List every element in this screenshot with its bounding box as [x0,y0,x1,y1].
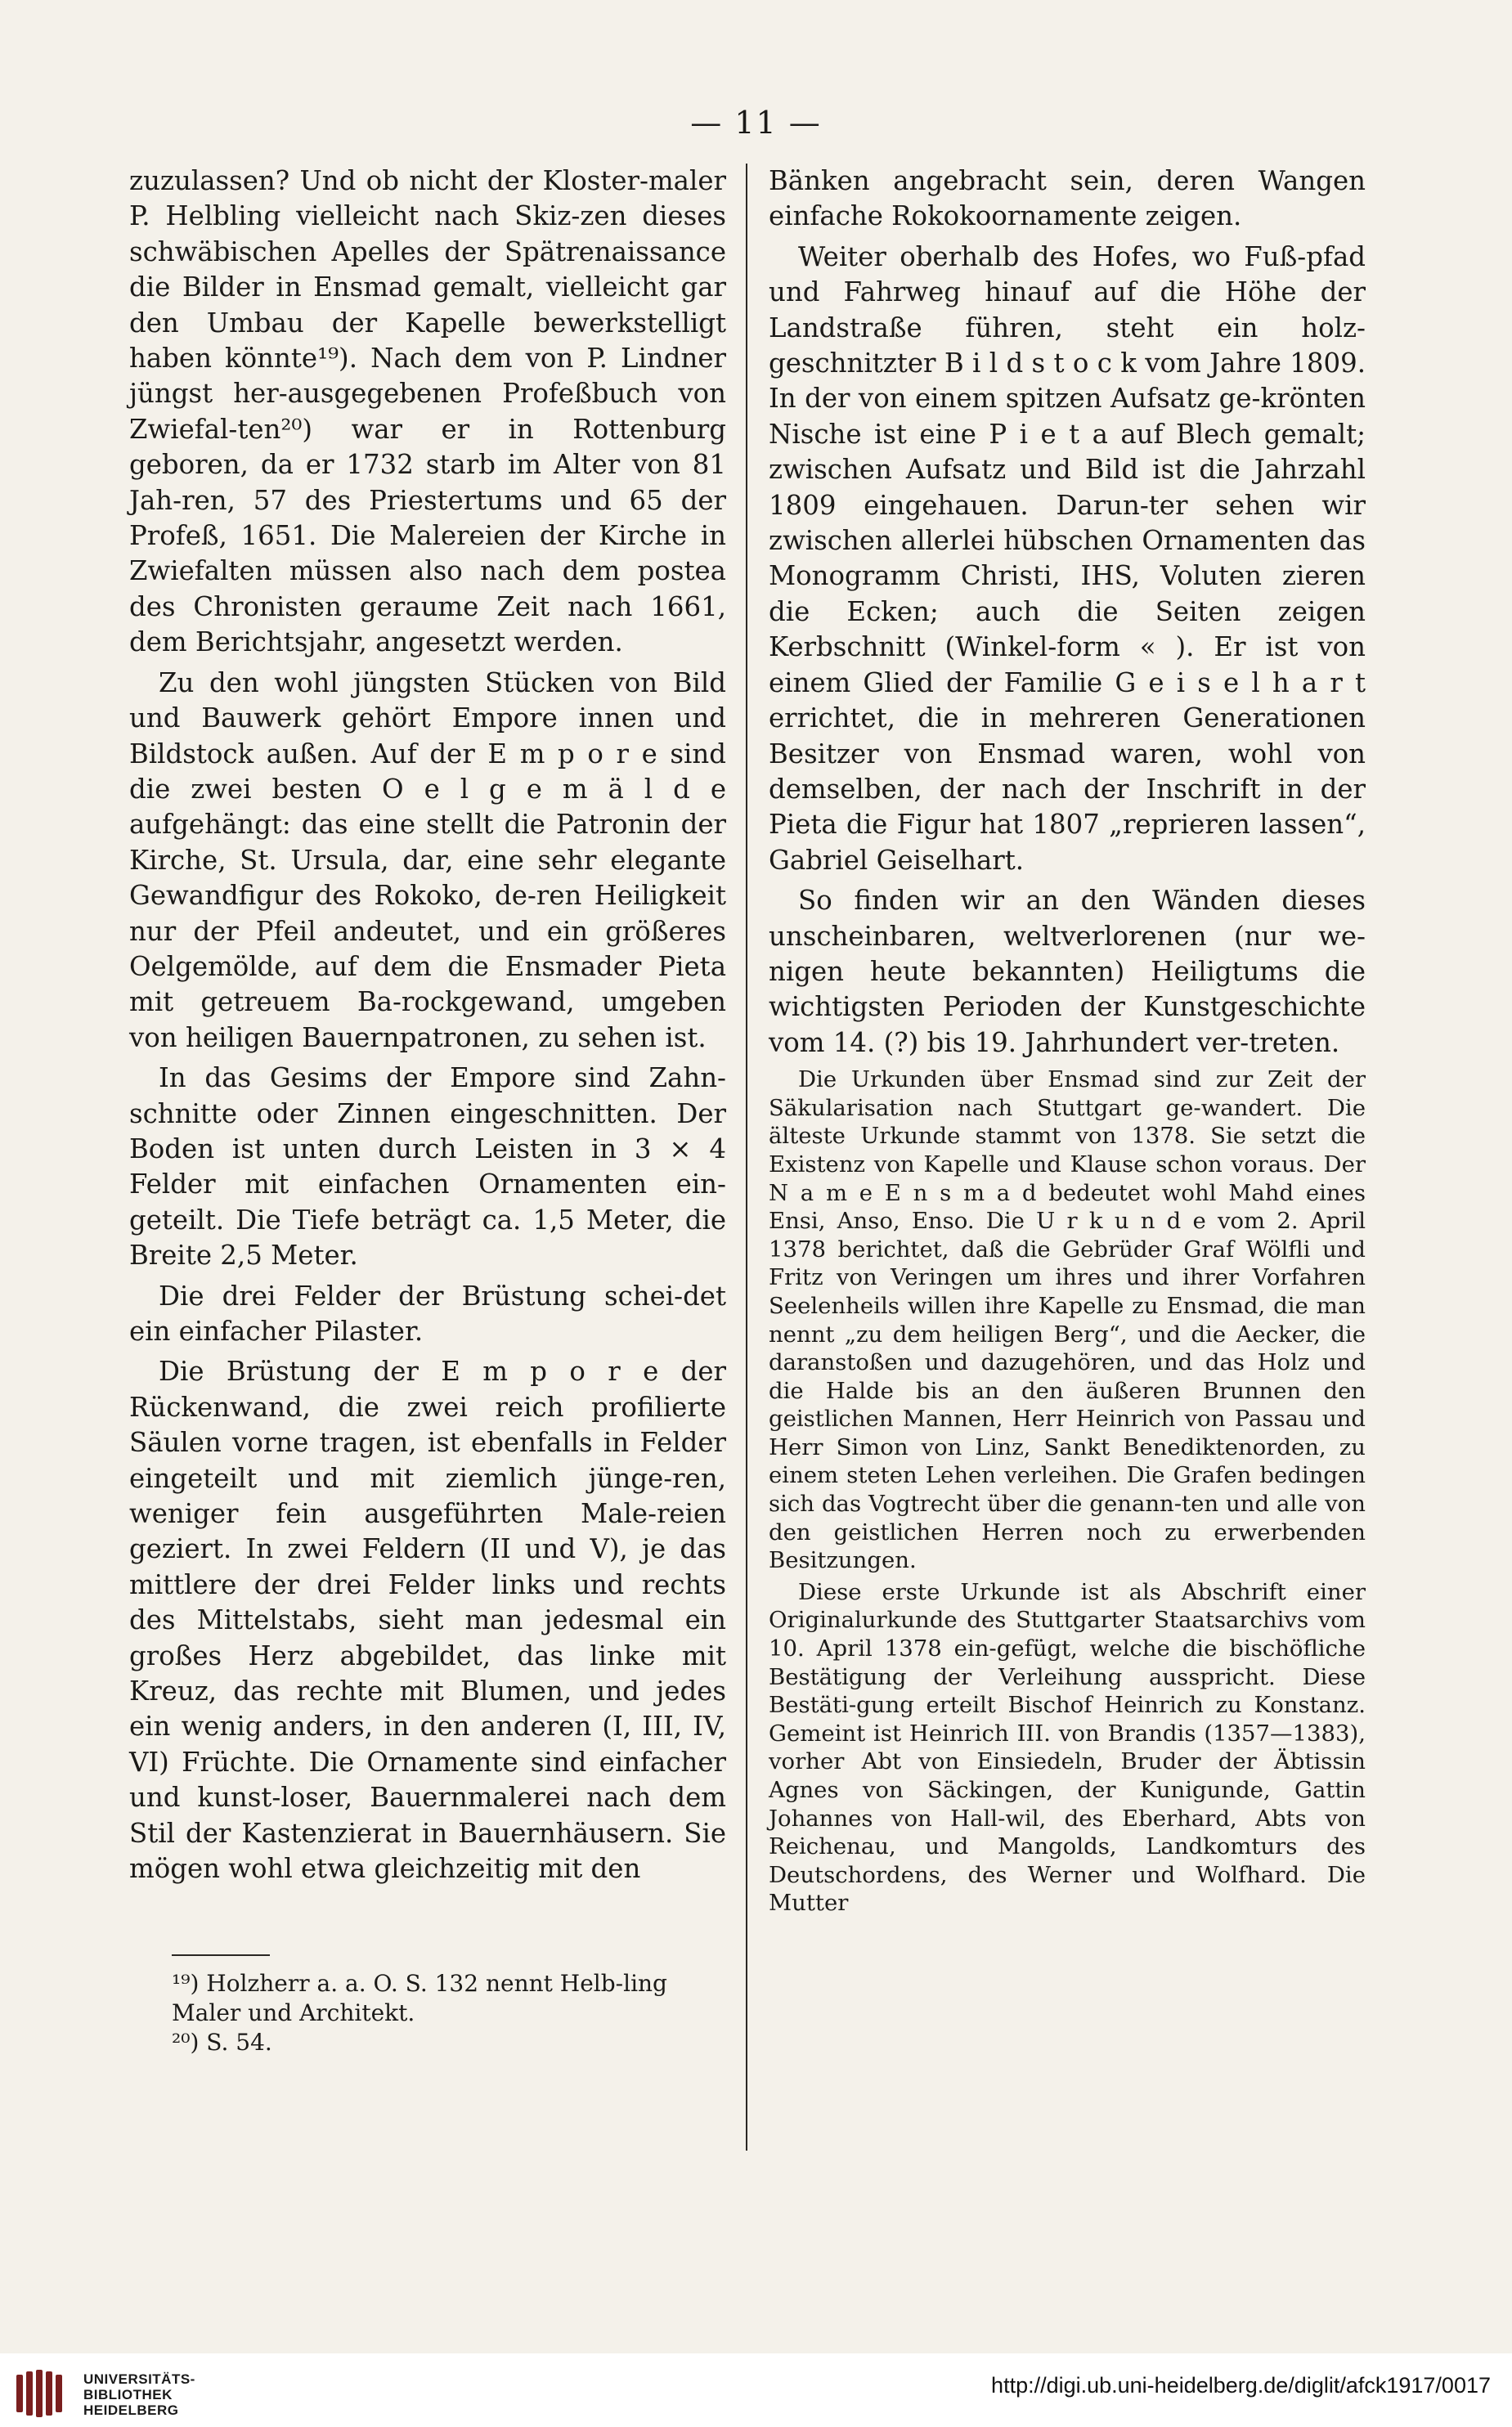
footnotes [172,1969,728,2057]
left-column [129,164,726,1892]
right-paragraph-3: So finden wir an den Wänden dieses unscheinbaren, weltverlorenen (nur we-nigen heute bekannten) Heiligtums die wichtigsten Perioden der Kunstgeschichte vom 14. (?) bis 19. Jahrhundert ver-treten. [769,885,1366,1058]
footnote-19: ¹⁹) Holzherr a. a. O. S. 132 nennt Helb-ling Maler und Architekt. [172,1970,667,2026]
right-paragraph-2: Weiter oberhalb des Hofes, wo Fuß-pfad und Fahrweg hinauf auf die Höhe der Landstraße führen, steht ein holz-geschnitzter B i l d s t o c k vom Jahre 1809. In der von einem spitzen Aufsatz ge-krönten Nische ist eine P i e t a auf Blech gemalt; zwischen Aufsatz und Bild ist die Jahrzahl 1809 eingehauen. Darun-ter sehen wir zwischen allerlei hübschen Ornamenten das Monogramm Christi, IHS, Voluten zieren die Ecken; auch die Seiten zeigen Kerbschnitt (Winkel-form « ). Er ist von einem Glied der Familie G e i s e l h a r t errichtet, die in mehreren Generationen Besitzer von Ensmad waren, wohl von demselben, der nach der Inschrift in der Pieta die Figur hat 1807 „reprieren lassen“, Gabriel Geiselhart. [769,240,1366,876]
right-column [769,164,1366,1921]
university-seal-icon [13,2368,69,2419]
left-paragraph-5: Die Brüstung der E m p o r e der Rückenwand, die zwei reich profilierte Säulen vorne tragen, ist ebenfalls in Felder eingeteilt und mit ziemlich jünge-ren, weniger fein ausgeführten Male-reien geziert. In zwei Feldern (II und V), je das mittlere der drei Felder links und rechts des Mittelstabs, sieht man jedesmal ein großes Herz abgebildet, das linke mit Kreuz, das rechte mit Blumen, und jedes ein wenig anders, in den anderen (I, III, IV, VI) Früchte. Die Ornamente sind einfacher und kunst-loser, Bauernmalerei nach dem Stil der Kastenzierat in Bauernhäusern. Sie mögen wohl etwa gleichzeitig mit den [129,1356,726,1885]
right-paragraph-1: Bänken angebracht sein, deren Wangen einfache Rokokoornamente zeigen. [769,165,1366,232]
small-paragraph-1: Die Urkunden über Ensmad sind zur Zeit der Säkularisation nach Stuttgart ge-wandert. Die älteste Urkunde stammt von 1378. Sie setzt die Existenz von Kapelle und Klause schon voraus. Der N a m e E n s m a d bedeutet wohl Mahd eines Ensi, Anso, Enso. Die U r k u n d e vom 2. April 1378 berichtet, daß die Gebrüder Graf Wölfli und Fritz von Veringen um ihres und ihrer Vorfahren Seelenheils willen ihre Kapelle zu Ensmad, die man nennt „zu dem heiligen Berg“, und die Aecker, die daranstoßen und dazugehören, und das Holz und die Halde bis an den äußeren Brunnen den geistlichen Mannen, Herr Heinrich von Passau und Herr Simon von Linz, Sankt Benediktenorden, zu einem steten Lehen verleihen. Die Grafen bedingen sich das Vogtrecht über die genann-ten und alle von den geistlichen Herren noch zu erwerbenden Besitzungen. [769,1066,1366,1574]
small-paragraph-2: Diese erste Urkunde ist als Abschrift einer Originalurkunde des Stuttgarter Staatsarchivs vom 10. April 1378 ein-gefügt, welche die bischöfliche Bestätigung der Verleihung ausspricht. Diese Bestäti-gung erteilt Bischof Heinrich zu Konstanz. Gemeint ist Heinrich III. von Brandis (1357—1383), vorher Abt von Einsiedeln, Bruder der Äbtissin Agnes von Säckingen, der Kunigunde, Gattin Johannes von Hall-wil, des Eberhard, Abts von Reichenau, und Mangolds, Landkomturs des Deutschordens, des Werner und Wolfhard. Die Mutter [769,1578,1366,1917]
source-url-link[interactable]: http://digi.ub.uni-heidelberg.de/diglit/afck1917/0017 [991,2373,1491,2398]
left-paragraph-2: Zu den wohl jüngsten Stücken von Bild und Bauwerk gehört Empore innen und Bildstock außen. Auf der E m p o r e sind die zwei besten O e l g e m ä l d e aufgehängt: das eine stellt die Patronin der Kirche, St. Ursula, dar, eine sehr elegante Gewandfigur des Rokoko, de-ren Heiligkeit nur der Pfeil andeutet, und ein größeres Oelgemölde, auf dem die Ensmader Pieta mit getreuem Ba-rockgewand, umgeben von heiligen Bauernpatronen, zu sehen ist. [129,666,726,1053]
left-paragraph-3: In das Gesims der Empore sind Zahn-schnitte oder Zinnen eingeschnitten. Der Boden ist unten durch Leisten in 3 × 4 Felder mit einfachen Ornamenten ein-geteilt. Die Tiefe beträgt ca. 1,5 Meter, die Breite 2,5 Meter. [129,1062,726,1272]
left-paragraph-1: zuzulassen? Und ob nicht der Kloster-maler P. Helbling vielleicht nach Skiz-zen dieses schwäbischen Apelles der Spätrenaissance die Bilder in Ensmad gemalt, vielleicht gar den Umbau der Kapelle bewerkstelligt haben könnte¹⁹). Nach dem von P. Lindner jüngst her-ausgegebenen Profeßbuch von Zwiefal-ten²⁰) war er in Rottenburg geboren, da er 1732 starb im Alter von 81 Jah-ren, 57 des Priestertums und 65 der Profeß, 1651. Die Malereien der Kirche in Zwiefalten müssen also nach dem postea des Chronisten geraume Zeit nach 1661, dem Berichtsjahr, angesetzt werden. [129,165,726,658]
footer-bar [0,2353,1512,2427]
small-print-notes [769,1065,1366,1918]
left-paragraph-4: Die drei Felder der Brüstung schei-det ein einfacher Pilaster. [129,1280,726,1347]
library-name [83,2371,195,2418]
library-name-line-1: UNIVERSITÄTS- [83,2371,195,2387]
library-name-line-2: BIBLIOTHEK [83,2387,173,2402]
column-divider [746,164,747,2151]
footnote-divider [172,1954,270,1956]
library-name-line-3: HEIDELBERG [83,2402,179,2418]
footnote-20: ²⁰) S. 54. [172,2029,272,2056]
page-number: — 11 — [690,105,822,141]
